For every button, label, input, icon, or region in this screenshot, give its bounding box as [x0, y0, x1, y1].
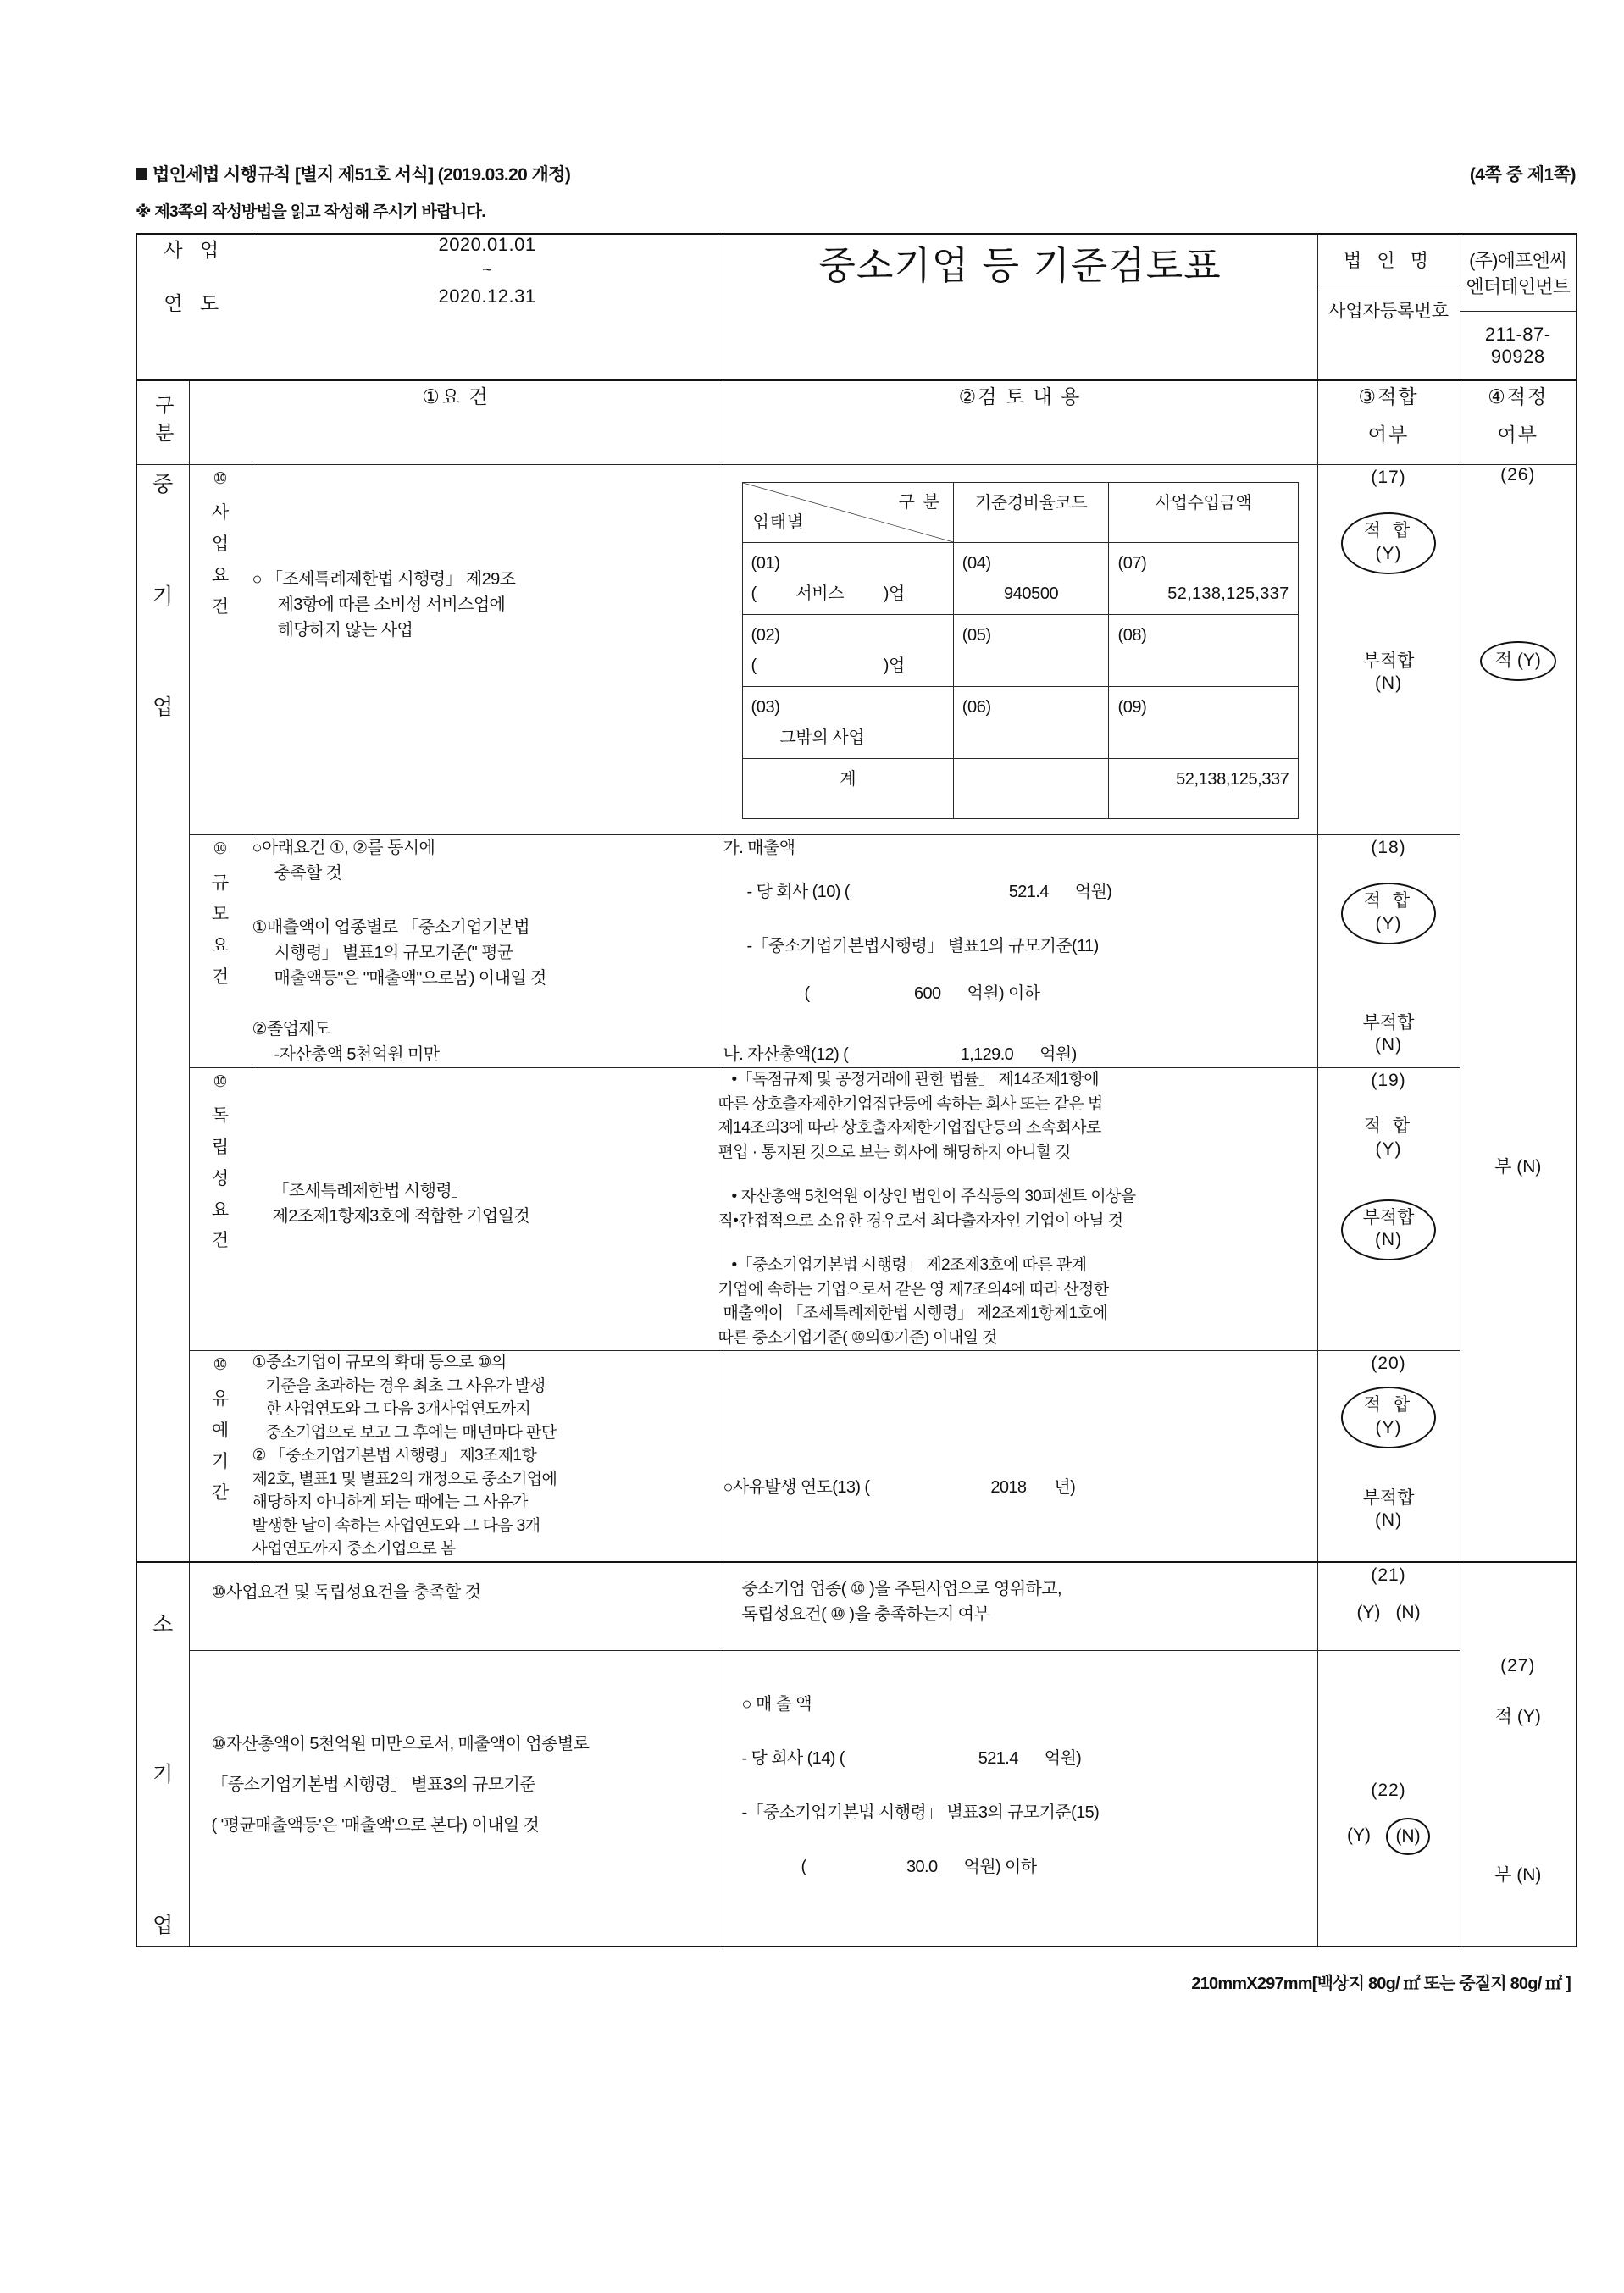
- conform-106[interactable]: [1317, 1651, 1460, 1947]
- conform-106-yes[interactable]: (Y): [1347, 1825, 1372, 1846]
- corp-name-value: (주)에프엔씨엔터테인먼트: [1460, 235, 1577, 312]
- review-103: [718, 1068, 1317, 1351]
- inner-income-01: (07) 52,138,125,337: [1109, 543, 1298, 615]
- inner-code-02: (05): [953, 615, 1109, 687]
- conform-103[interactable]: [1317, 1068, 1460, 1351]
- adequate-small-no[interactable]: 부 (N): [1494, 1865, 1542, 1886]
- adequate-small-yes[interactable]: 적 (Y): [1494, 1706, 1541, 1726]
- review-102-total-assets: 나. 자산총액(12) ( 1,129.0 억원): [723, 1045, 1077, 1064]
- group-label-medium: 중 기 업: [136, 465, 189, 1562]
- col-header-adequate: ④적정 여부: [1460, 380, 1577, 465]
- requirement-101: ○ 「조세특례제한법 시행령」 제29조 제3항에 따른 소비성 서비스업에 해당하지 않는 사업: [252, 465, 723, 835]
- inner-total-code: [953, 759, 1109, 819]
- conform-103-number: (19): [1371, 1071, 1406, 1090]
- fiscal-tilde: ~: [482, 262, 492, 280]
- review-102-standard: -「중소기업기본법시행령」 별표1의 규모기준(11): [746, 937, 1099, 955]
- page-indicator: (4쪽 중 제1쪽): [1469, 165, 1576, 185]
- col-header-conform: ③적합 여부: [1317, 380, 1460, 465]
- row-grace-period: [136, 1351, 1577, 1562]
- instruction-notice: ※ 제3쪽의 작성방법을 읽고 작성해 주시기 바랍니다.: [136, 203, 485, 221]
- inner-total-row: [742, 759, 1298, 819]
- business-income-table: [742, 482, 1299, 819]
- conform-102-yes[interactable]: 적 합 (Y): [1341, 883, 1436, 944]
- review-106-sales-title: ○ 매 출 액: [741, 1695, 812, 1714]
- row-index-104: ⑩ 유 예 기 간: [189, 1351, 252, 1562]
- adequate-medium-yes[interactable]: 적 (Y): [1480, 641, 1556, 681]
- adequate-small[interactable]: [1460, 1562, 1577, 1947]
- corp-value-block: [1460, 234, 1577, 380]
- corp-name-label: 법 인 명: [1318, 235, 1460, 285]
- form-reference: [136, 161, 570, 186]
- conform-105-yes[interactable]: (Y): [1356, 1603, 1381, 1623]
- fiscal-year-range: [252, 234, 723, 380]
- inner-total-label: 계: [742, 759, 953, 819]
- conform-103-no[interactable]: 부적합 (N): [1341, 1199, 1436, 1261]
- requirement-105: ⑩사업요건 및 독립성요건을 충족할 것: [189, 1562, 723, 1651]
- inner-corner-cell: [742, 483, 953, 543]
- inner-code-03: (06): [953, 687, 1109, 759]
- corp-info-block: [1317, 234, 1460, 380]
- title-band-row: [136, 234, 1577, 380]
- conform-101-yes[interactable]: 적 합 (Y): [1341, 512, 1436, 574]
- conform-104[interactable]: [1317, 1351, 1460, 1562]
- row-index-103: ⑩ 독 립 성 요 건: [189, 1068, 252, 1351]
- form-reference-text: 법인세법 시행규칙 [별지 제51호 서식] (2019.03.20 개정): [152, 165, 571, 185]
- row-index-101: ⑩ 사 업 요 건: [189, 465, 252, 835]
- inner-code-01: (04) 940500: [953, 543, 1109, 615]
- form-meta-row: [136, 161, 1576, 186]
- review-103-bullet-3: •「중소기업기본법 시행령」 제2조제3호에 따른 관계 기업에 속하는 기업으로서 같은 영 제7조의4에 따라 산정한 매출액이 「조세특례제한법 시행령」 제2조제1항제1호에 따른 중소기업기준( ⑩의①기준) 이내일 것: [718, 1256, 1109, 1347]
- inner-row-02: [742, 615, 1298, 687]
- paper-spec-footer: 210mmX297mm[백상지 80g/ ㎡ 또는 중질지 80g/ ㎡ ]: [1191, 1974, 1571, 1993]
- form-content: [136, 161, 1576, 1994]
- row-independence-requirement: [136, 1068, 1577, 1351]
- review-102-company-sales: - 당 회사 (10) ( 521.4 억원): [746, 883, 1112, 901]
- conform-104-number: (20): [1371, 1354, 1406, 1373]
- conform-106-no[interactable]: (N): [1386, 1818, 1430, 1855]
- review-106-standard: -「중소기업기본법 시행령」 별표3의 규모기준(15): [741, 1803, 1100, 1823]
- conform-105-number: (21): [1371, 1565, 1406, 1585]
- inner-col-code: 기준경비율코드: [953, 483, 1109, 543]
- conform-104-yes[interactable]: 적 합 (Y): [1341, 1387, 1436, 1448]
- col-header-division: 구분: [136, 380, 189, 465]
- conform-105[interactable]: [1317, 1562, 1460, 1651]
- adequate-medium[interactable]: [1460, 465, 1577, 1562]
- requirement-102: ○아래요건 ①, ②를 동시에 충족할 것 ①매출액이 업종별로 「중소기업기본법 시행령」 별표1의 규모기준(" 평균 매출액등"은 "매출액"으로봄) 이내일 것 ②졸업제도 -자산총액 5천억원 미만: [252, 835, 723, 1068]
- col-header-requirement: ①요 건: [189, 380, 723, 465]
- adequate-small-number: (27): [1500, 1655, 1536, 1675]
- inner-income-02: (08): [1109, 615, 1298, 687]
- conform-105-no[interactable]: (N): [1395, 1603, 1421, 1623]
- conform-104-no[interactable]: 부적합 (N): [1362, 1487, 1415, 1531]
- page-title: 중소기업 등 기준검토표: [723, 234, 1317, 380]
- inner-row-03: [742, 687, 1298, 759]
- conform-101[interactable]: [1317, 465, 1460, 835]
- fiscal-to: 2020.12.31: [438, 285, 536, 307]
- brn-value: 211-87-90928: [1484, 324, 1551, 367]
- requirement-106: ⑩자산총액이 5천억원 미만으로서, 매출액이 업종별로 「중소기업기본법 시행령」 별표3의 규모기준 ( '평균매출액등'은 '매출액'으로 본다) 이내일 것: [189, 1651, 723, 1947]
- inner-header-row: [742, 483, 1298, 543]
- inner-corner-top-right: 구 분: [898, 493, 941, 512]
- conform-102[interactable]: [1317, 835, 1460, 1068]
- criteria-review-table: [136, 233, 1577, 1947]
- requirement-103: 「조세특례제한법 시행령」 제2조제1항제3호에 적합한 기업일것: [252, 1068, 723, 1351]
- inner-corner-bottom-left: 업태별: [752, 513, 805, 532]
- fiscal-from: 2020.01.01: [438, 234, 536, 255]
- row-scale-requirement: [136, 835, 1577, 1068]
- review-102: [723, 835, 1317, 1068]
- col-header-review: ②검 토 내 용: [723, 380, 1317, 465]
- review-106: [723, 1651, 1317, 1947]
- row-business-requirement: [136, 465, 1577, 835]
- conform-103-yes[interactable]: 적 합 (Y): [1363, 1116, 1414, 1159]
- inner-row-01: [742, 543, 1298, 615]
- review-102-standard-value: ( 600 억원) 이하: [804, 984, 1040, 1003]
- review-106-company-sales: - 당 회사 (14) ( 521.4 억원): [741, 1749, 1082, 1769]
- conform-102-no[interactable]: 부적합 (N): [1362, 1012, 1415, 1055]
- row-index-102: ⑩ 규 모 요 건: [189, 835, 252, 1068]
- requirement-104: ①중소기업이 규모의 확대 등으로 ⑩의 기준을 초과하는 경우 최초 그 사유가 발생 한 사업연도와 그 다음 3개사업연도까지 중소기업으로 보고 그 후에는 매년마다 판단 ② 「중소기업기본법 시행령」 제3조제1항 제2호, 별표1 및 별표2의 개정으로 중소기업에 해당하지 아니하게 되는 때에는 그 사유가 발생한 날이 속하는 사업연도와 그 다음 3개 사업연도까지 중소기업으로 봄: [252, 1351, 723, 1562]
- review-103-bullet-2: • 자산총액 5천억원 이상인 법인이 주식등의 30퍼센트 이상을 직•간접적으로 소유한 경우로서 최다출자자인 기업이 아닐 것: [718, 1188, 1136, 1230]
- inner-col-income: 사업수입금액: [1109, 483, 1298, 543]
- row-small-business-requirement: [136, 1562, 1577, 1651]
- brn-label: 사업자등록번호: [1328, 302, 1449, 321]
- fiscal-year-label: 사 업 연 도: [136, 234, 252, 380]
- review-103-bullet-1: •「독점규제 및 공정거래에 관한 법률」 제14조제1항에 따른 상호출자제한기업집단등에 속하는 회사 또는 같은 법 제14조의3에 따라 상호출자제한기업집단등의 소속회사로 편입 · 통지된 것으로 보는 회사에 해당하지 아니할 것: [718, 1071, 1103, 1161]
- review-104-year: ○사유발생 연도(13) ( 2018 년): [723, 1478, 1076, 1497]
- inner-biz-03: (03) 그밖의 사업: [742, 687, 953, 759]
- group-label-small: 소 기 업: [136, 1562, 189, 1947]
- review-105: 중소기업 업종( ⑩ )을 주된사업으로 영위하고, 독립성요건( ⑩ )을 충족하는지 여부: [723, 1562, 1317, 1651]
- inner-biz-01: (01) ( 서비스 )업: [742, 543, 953, 615]
- bullet-square-icon: [136, 168, 147, 180]
- inner-total-income: 52,138,125,337: [1109, 759, 1298, 819]
- inner-biz-02: (02) ( )업: [742, 615, 953, 687]
- review-102-sales-title: 가. 매출액: [723, 839, 795, 857]
- adequate-101-number: (26): [1500, 465, 1536, 485]
- review-106-standard-value: ( 30.0 억원) 이하: [801, 1858, 1037, 1877]
- adequate-medium-no[interactable]: 부 (N): [1494, 1157, 1542, 1177]
- review-101: [723, 465, 1317, 835]
- conform-102-number: (18): [1371, 838, 1406, 857]
- inner-income-03: (09): [1109, 687, 1298, 759]
- conform-101-no[interactable]: 부적합 (N): [1362, 651, 1415, 694]
- column-header-row: [136, 380, 1577, 465]
- conform-106-number: (22): [1371, 1781, 1406, 1801]
- row-small-scale-requirement: [136, 1651, 1577, 1947]
- conform-101-number: (17): [1371, 468, 1406, 487]
- review-104: [723, 1351, 1317, 1562]
